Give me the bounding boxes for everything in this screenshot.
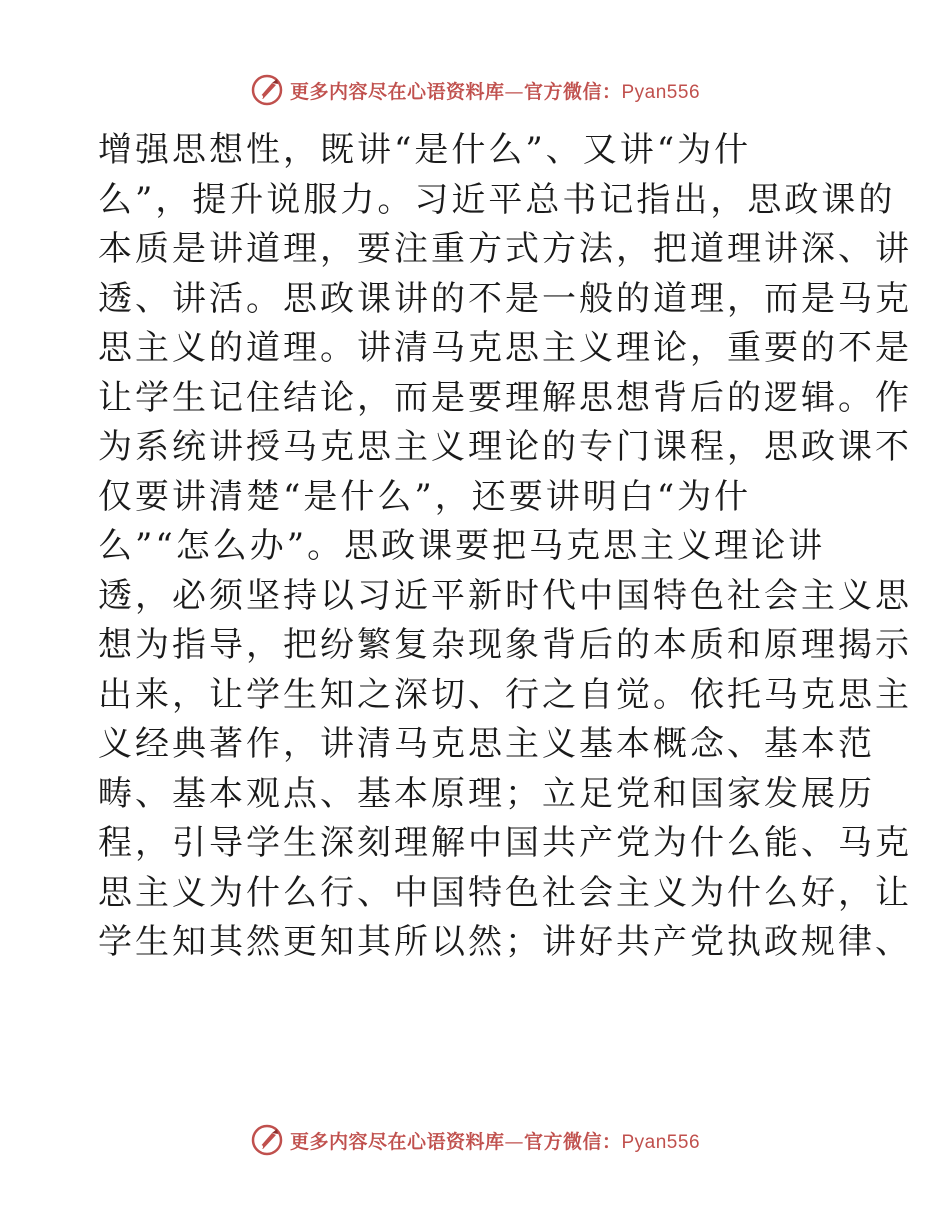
footer-banner-dash: — xyxy=(504,1130,524,1153)
document-body xyxy=(98,126,912,968)
text-line: 思主义为什么行、中国特色社会主义为什么好，让 xyxy=(98,872,912,913)
header-banner-wechat-id: Pyan556 xyxy=(621,81,701,103)
text-line: 么”，提升说服力。习近平总书记指出，思政课的 xyxy=(98,179,896,220)
text-line: 思主义的道理。讲清马克思主义理论，重要的不是 xyxy=(98,328,912,368)
header-banner-text xyxy=(290,77,700,104)
text-line: 本质是讲道理，要注重方式方法，把道理讲深、讲 xyxy=(98,229,912,269)
text-line: 义经典著作，讲清马克思主义基本概念、基本范 xyxy=(98,724,875,764)
text-line: 仅要讲清楚“是什么”，还要讲明白“为什 xyxy=(98,476,752,517)
text-line: 为系统讲授马克思主义理论的专门课程，思政课不 xyxy=(98,427,912,467)
text-line: 透，必须坚持以习近平新时代中国特色社会主义思 xyxy=(98,575,912,616)
footer-banner xyxy=(0,1120,950,1160)
header-banner-dash: — xyxy=(504,80,524,103)
text-line: 么”“怎么办”。思政课要把马克思主义理论讲 xyxy=(98,526,826,566)
header-banner-title: 更多内容尽在心语资料库 xyxy=(289,80,505,103)
footer-banner-wechat-id: Pyan556 xyxy=(621,1131,701,1153)
quill-pen-logo-icon xyxy=(250,73,284,107)
text-line: 透、讲活。思政课讲的不是一般的道理，而是马克 xyxy=(98,278,912,319)
footer-banner-title: 更多内容尽在心语资料库 xyxy=(289,1130,505,1153)
text-line: 学生知其然更知其所以然；讲好共产党执政规律、 xyxy=(98,922,912,962)
text-line: 出来，让学生知之深切、行之自觉。依托马克思主 xyxy=(98,674,912,715)
header-banner-wechat-label: 官方微信： xyxy=(523,80,622,103)
footer-banner-text xyxy=(290,1127,700,1154)
header-banner xyxy=(0,70,950,110)
text-line: 程，引导学生深刻理解中国共产党为什么能、马克 xyxy=(98,823,912,863)
text-line: 想为指导，把纷繁复杂现象背后的本质和原理揭示 xyxy=(98,625,912,665)
text-line: 增强思想性，既讲“是什么”、又讲“为什 xyxy=(98,130,752,170)
text-line: 让学生记住结论，而是要理解思想背后的逻辑。作 xyxy=(98,377,912,418)
text-line: 畴、基本观点、基本原理；立足党和国家发展历 xyxy=(98,773,875,814)
quill-pen-logo-icon xyxy=(250,1123,284,1157)
footer-banner-wechat-label: 官方微信： xyxy=(523,1130,622,1153)
